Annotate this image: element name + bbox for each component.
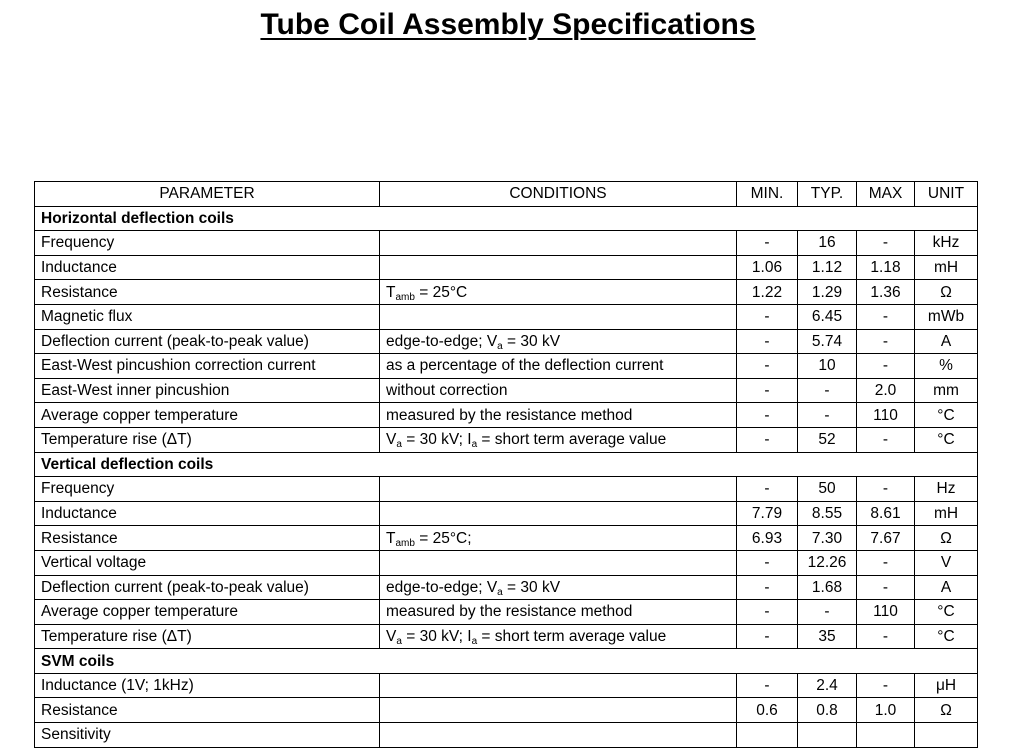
conditions-cell: $T_{amb} = 25^\circ C$; xyxy=(380,526,737,551)
table-row xyxy=(35,354,978,379)
parameter-cell: East-West pincushion correction current xyxy=(35,354,380,379)
parameter-cell: Inductance (1V; 1kHz) xyxy=(35,673,380,698)
table-row xyxy=(35,698,978,723)
min-cell: - xyxy=(737,624,798,649)
table-row xyxy=(35,600,978,625)
typ-cell: 12.26 xyxy=(798,550,857,575)
min-cell: - xyxy=(737,231,798,256)
min-cell: - xyxy=(737,378,798,403)
header-unit: UNIT xyxy=(915,182,978,207)
table-row xyxy=(35,673,978,698)
header-conditions: CONDITIONS xyxy=(380,182,737,207)
max-cell: 1.18 xyxy=(857,255,915,280)
header-row xyxy=(35,182,978,207)
max-cell: 8.61 xyxy=(857,501,915,526)
table-row xyxy=(35,304,978,329)
min-cell xyxy=(737,723,798,748)
max-cell xyxy=(857,723,915,748)
typ-cell: 52 xyxy=(798,427,857,452)
parameter-cell: Temperature rise (ΔT) xyxy=(35,624,380,649)
parameter-cell: Sensitivity xyxy=(35,723,380,748)
unit-cell: mH xyxy=(915,501,978,526)
max-cell: - xyxy=(857,673,915,698)
table-row xyxy=(35,723,978,748)
min-cell: 0.6 xyxy=(737,698,798,723)
max-cell: 7.67 xyxy=(857,526,915,551)
parameter-cell: Resistance xyxy=(35,526,380,551)
min-cell: 1.22 xyxy=(737,280,798,305)
unit-cell: kHz xyxy=(915,231,978,256)
table-row xyxy=(35,526,978,551)
min-cell: 1.06 xyxy=(737,255,798,280)
conditions-cell xyxy=(380,477,737,502)
parameter-cell: Deflection current (peak-to-peak value) xyxy=(35,329,380,354)
conditions-cell xyxy=(380,501,737,526)
unit-cell: Ω xyxy=(915,280,978,305)
conditions-cell: measured by the resistance method xyxy=(380,403,737,428)
parameter-cell: Inductance xyxy=(35,255,380,280)
conditions-cell xyxy=(380,698,737,723)
typ-cell: 0.8 xyxy=(798,698,857,723)
typ-cell: 16 xyxy=(798,231,857,256)
unit-cell: % xyxy=(915,354,978,379)
parameter-cell: East-West inner pincushion xyxy=(35,378,380,403)
table-row xyxy=(35,255,978,280)
max-cell: 2.0 xyxy=(857,378,915,403)
header-max: MAX xyxy=(857,182,915,207)
conditions-cell xyxy=(380,304,737,329)
conditions-cell: measured by the resistance method xyxy=(380,600,737,625)
parameter-cell: Resistance xyxy=(35,280,380,305)
min-cell: 7.79 xyxy=(737,501,798,526)
header-min: MIN. xyxy=(737,182,798,207)
typ-cell: - xyxy=(798,403,857,428)
unit-cell: °C xyxy=(915,600,978,625)
table-row xyxy=(35,329,978,354)
unit-cell: °C xyxy=(915,624,978,649)
max-cell: - xyxy=(857,624,915,649)
unit-cell: A xyxy=(915,329,978,354)
unit-cell: mm xyxy=(915,378,978,403)
table-body xyxy=(35,206,978,747)
max-cell: - xyxy=(857,231,915,256)
max-cell: 1.0 xyxy=(857,698,915,723)
parameter-cell: Magnetic flux xyxy=(35,304,380,329)
unit-cell: Ω xyxy=(915,698,978,723)
conditions-cell: as a percentage of the deflection current xyxy=(380,354,737,379)
conditions-cell xyxy=(380,673,737,698)
table-row xyxy=(35,550,978,575)
table-row xyxy=(35,280,978,305)
conditions-cell: edge-to-edge; $V_a = 30$ kV xyxy=(380,575,737,600)
max-cell: - xyxy=(857,477,915,502)
unit-cell: μH xyxy=(915,673,978,698)
unit-cell: °C xyxy=(915,427,978,452)
conditions-cell xyxy=(380,231,737,256)
spec-table xyxy=(34,181,978,748)
typ-cell: 10 xyxy=(798,354,857,379)
min-cell: - xyxy=(737,673,798,698)
min-cell: - xyxy=(737,600,798,625)
parameter-cell: Resistance xyxy=(35,698,380,723)
conditions-cell: $T_{amb} = 25^\circ C$ xyxy=(380,280,737,305)
typ-cell: 6.45 xyxy=(798,304,857,329)
max-cell: - xyxy=(857,427,915,452)
max-cell: 110 xyxy=(857,600,915,625)
max-cell: 1.36 xyxy=(857,280,915,305)
table-row xyxy=(35,378,978,403)
parameter-cell: Deflection current (peak-to-peak value) xyxy=(35,575,380,600)
section-label: Horizontal deflection coils xyxy=(35,206,978,231)
max-cell: - xyxy=(857,550,915,575)
table-row xyxy=(35,427,978,452)
typ-cell: 5.74 xyxy=(798,329,857,354)
min-cell: - xyxy=(737,477,798,502)
table-row xyxy=(35,501,978,526)
typ-cell: 1.12 xyxy=(798,255,857,280)
table-row xyxy=(35,231,978,256)
unit-cell xyxy=(915,723,978,748)
table-row xyxy=(35,477,978,502)
parameter-cell: Temperature rise (ΔT) xyxy=(35,427,380,452)
parameter-cell: Inductance xyxy=(35,501,380,526)
min-cell: - xyxy=(737,354,798,379)
unit-cell: V xyxy=(915,550,978,575)
conditions-cell xyxy=(380,550,737,575)
max-cell: - xyxy=(857,354,915,379)
typ-cell: 2.4 xyxy=(798,673,857,698)
min-cell: - xyxy=(737,304,798,329)
min-cell: - xyxy=(737,329,798,354)
header-parameter: PARAMETER xyxy=(35,182,380,207)
parameter-cell: Frequency xyxy=(35,477,380,502)
section-header-row xyxy=(35,452,978,477)
conditions-cell: $V_a = 30$ kV; $I_a$ = short term average value xyxy=(380,427,737,452)
parameter-cell: Frequency xyxy=(35,231,380,256)
conditions-cell: edge-to-edge; $V_a = 30$ kV xyxy=(380,329,737,354)
conditions-cell: $V_a = 30$ kV; $I_a$ = short term average value xyxy=(380,624,737,649)
conditions-cell: without correction xyxy=(380,378,737,403)
unit-cell: mWb xyxy=(915,304,978,329)
typ-cell: 50 xyxy=(798,477,857,502)
typ-cell: - xyxy=(798,378,857,403)
unit-cell: Ω xyxy=(915,526,978,551)
section-label: SVM coils xyxy=(35,649,978,674)
header-typ: TYP. xyxy=(798,182,857,207)
max-cell: 110 xyxy=(857,403,915,428)
table-row xyxy=(35,624,978,649)
min-cell: - xyxy=(737,403,798,428)
page-title: Tube Coil Assembly Specifications xyxy=(260,8,756,41)
unit-cell: °C xyxy=(915,403,978,428)
unit-cell: Hz xyxy=(915,477,978,502)
conditions-cell xyxy=(380,255,737,280)
min-cell: - xyxy=(737,550,798,575)
typ-cell: 1.68 xyxy=(798,575,857,600)
max-cell: - xyxy=(857,329,915,354)
typ-cell: 7.30 xyxy=(798,526,857,551)
table-row xyxy=(35,575,978,600)
typ-cell xyxy=(798,723,857,748)
unit-cell: A xyxy=(915,575,978,600)
section-label: Vertical deflection coils xyxy=(35,452,978,477)
typ-cell: - xyxy=(798,600,857,625)
parameter-cell: Vertical voltage xyxy=(35,550,380,575)
min-cell: 6.93 xyxy=(737,526,798,551)
typ-cell: 8.55 xyxy=(798,501,857,526)
min-cell: - xyxy=(737,575,798,600)
conditions-cell xyxy=(380,723,737,748)
section-header-row xyxy=(35,649,978,674)
parameter-cell: Average copper temperature xyxy=(35,403,380,428)
parameter-cell: Average copper temperature xyxy=(35,600,380,625)
section-header-row xyxy=(35,206,978,231)
max-cell: - xyxy=(857,575,915,600)
min-cell: - xyxy=(737,427,798,452)
unit-cell: mH xyxy=(915,255,978,280)
max-cell: - xyxy=(857,304,915,329)
table-row xyxy=(35,403,978,428)
typ-cell: 35 xyxy=(798,624,857,649)
typ-cell: 1.29 xyxy=(798,280,857,305)
